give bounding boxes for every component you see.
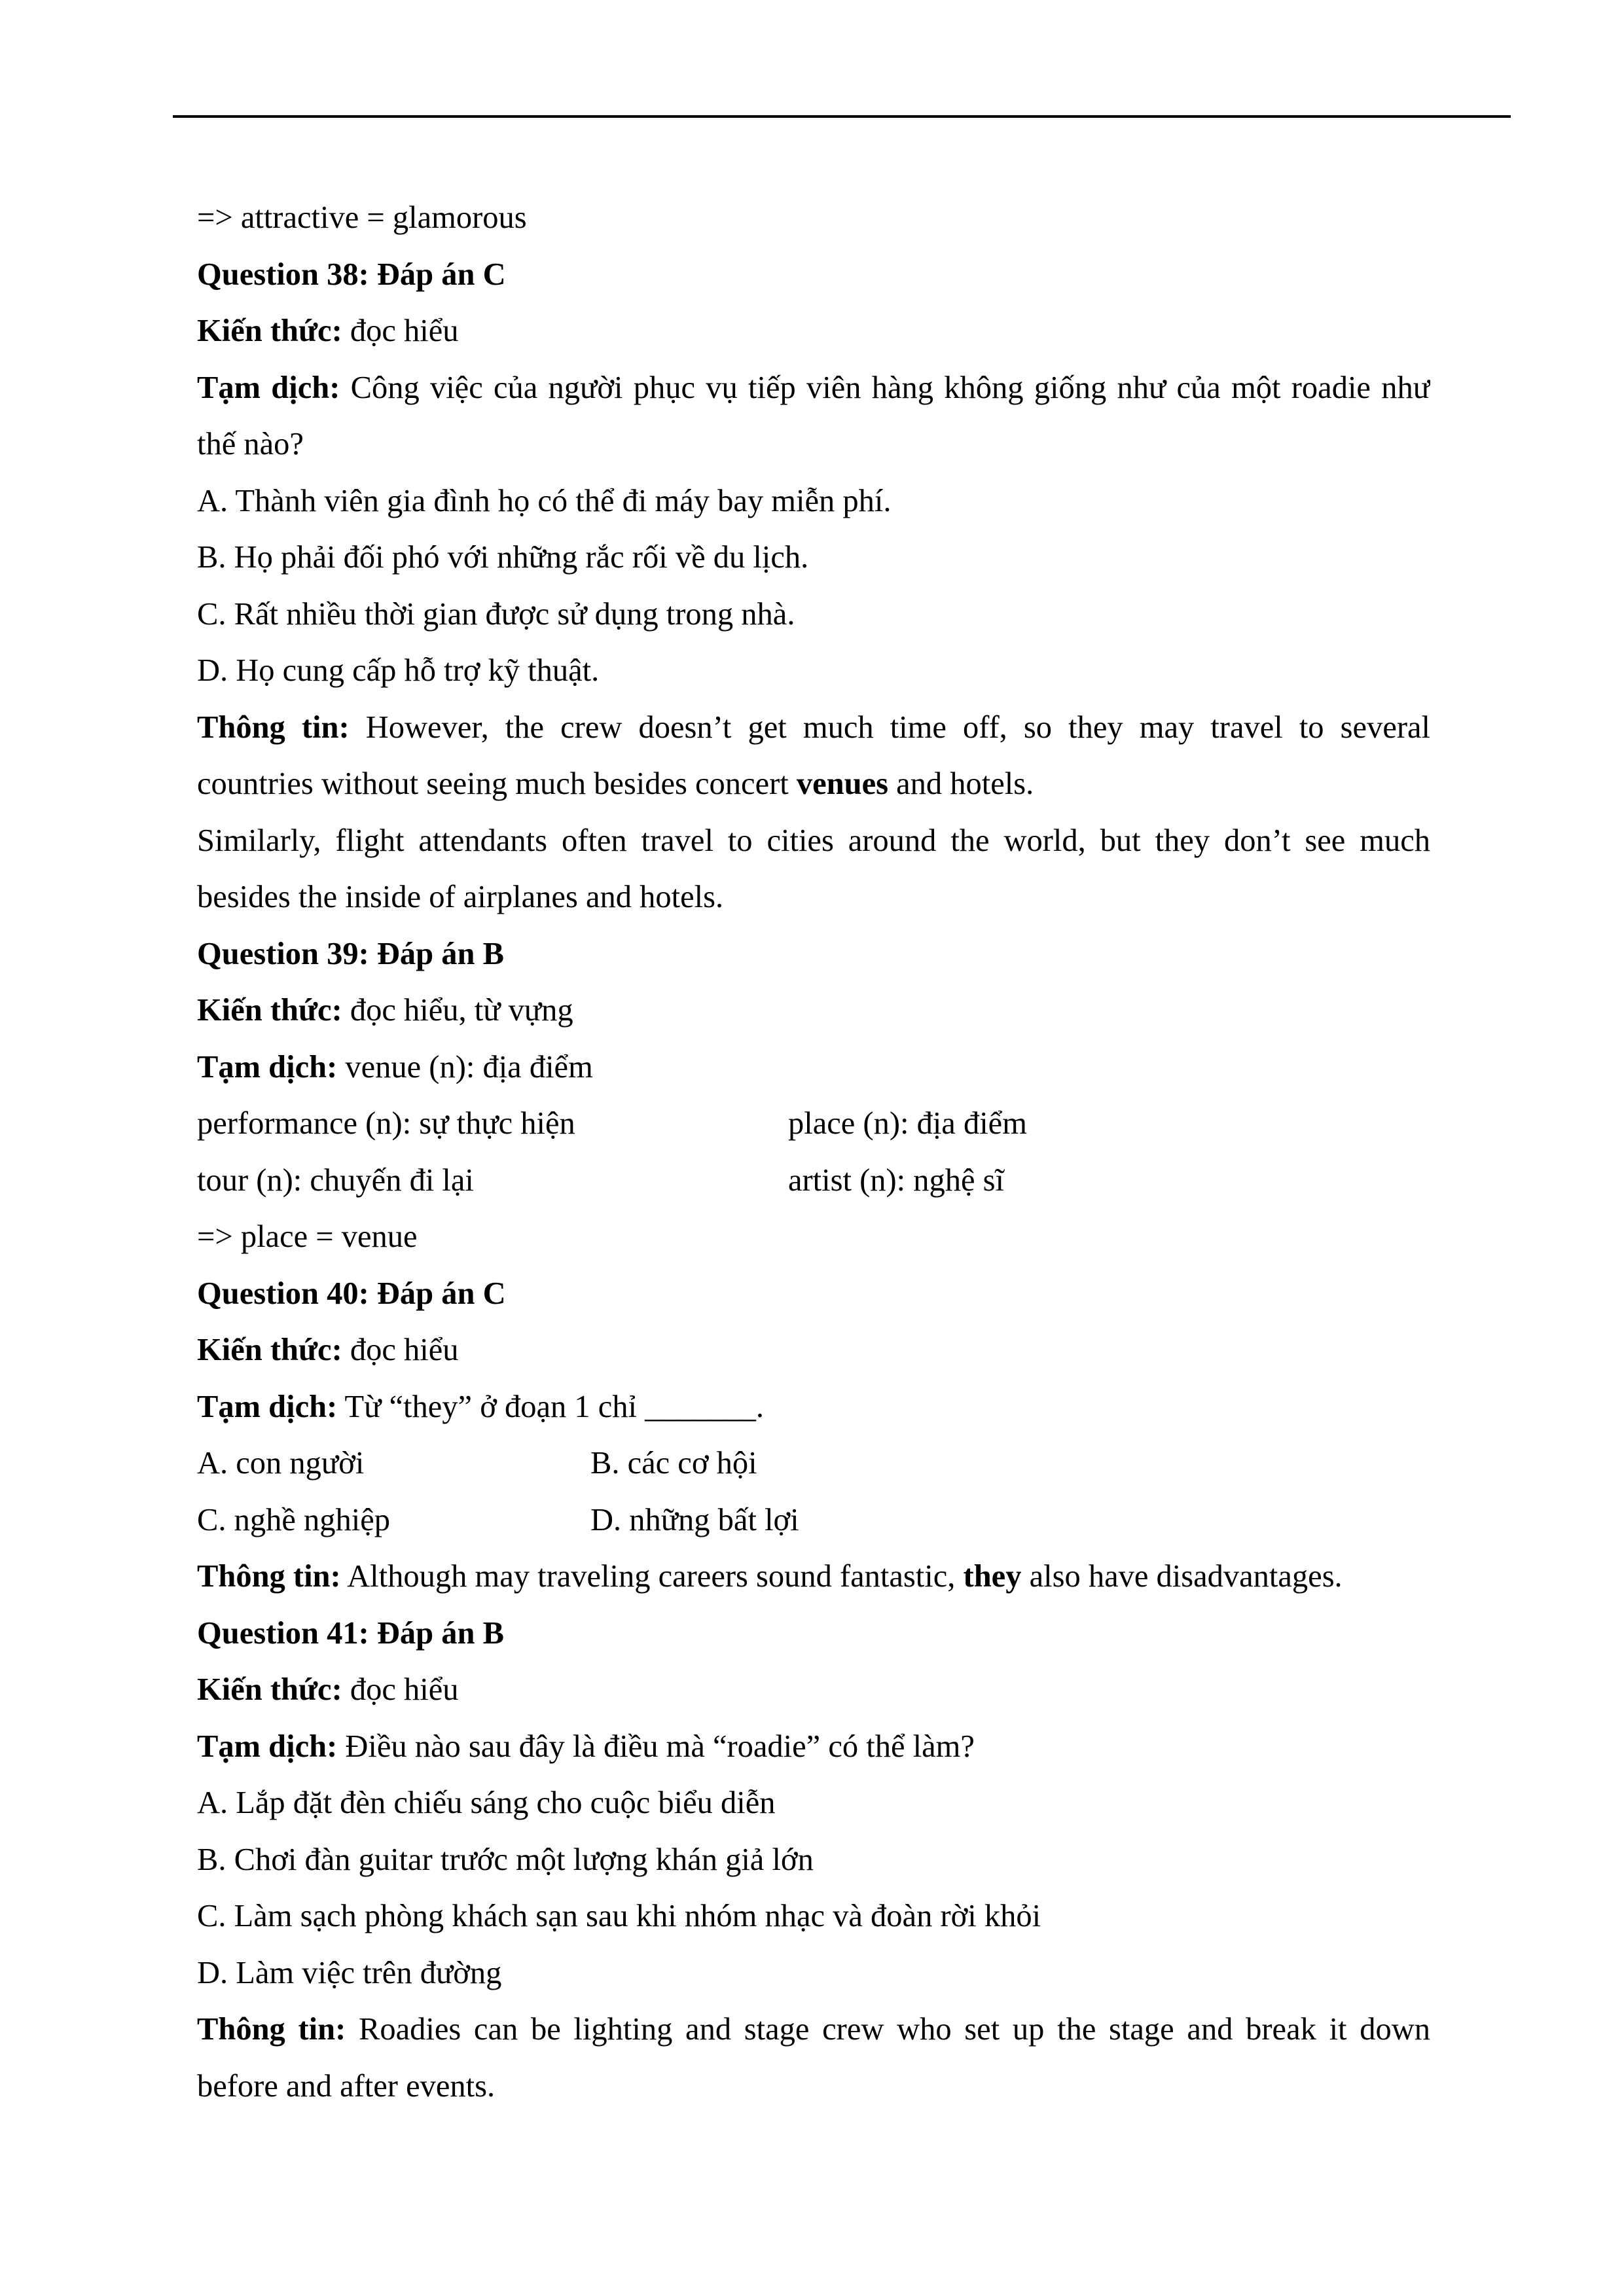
answer-key-body bbox=[197, 190, 1430, 2115]
q40-translation: Tạm dịch: Từ “they” ở đoạn 1 chỉ _______. bbox=[197, 1389, 765, 1424]
q40-options-row bbox=[197, 1435, 1430, 1492]
q41-option-b: B. Chơi đàn guitar trước một lượng khán giả lớn bbox=[197, 1842, 814, 1877]
q40-option-a: A. con người bbox=[197, 1446, 365, 1480]
q38-option-d: D. Họ cung cấp hỗ trợ kỹ thuật. bbox=[197, 653, 600, 688]
q41-info-line1: Thông tin: Roadies can be lighting and stage crew who set up the stage and break it down bbox=[197, 2012, 1430, 2047]
vocab-item: artist (n): nghệ sĩ bbox=[788, 1162, 1005, 1198]
q38-heading: Question 38: Đáp án C bbox=[197, 257, 506, 292]
q41-heading: Question 41: Đáp án B bbox=[197, 1615, 504, 1651]
q40-option-c: C. nghề nghiệp bbox=[197, 1502, 391, 1537]
q40-option-b: B. các cơ hội bbox=[590, 1446, 757, 1480]
q40-knowledge: Kiến thức: đọc hiểu bbox=[197, 1333, 459, 1367]
header-rule bbox=[173, 115, 1511, 118]
q39-vocab-row bbox=[197, 1096, 1430, 1153]
q38-option-c: C. Rất nhiều thời gian được sử dụng trong nhà. bbox=[197, 596, 795, 632]
q38-info-line3: Similarly, flight attendants often travel to cities around the world, but they don’t see much bbox=[197, 823, 1430, 858]
q41-knowledge: Kiến thức: đọc hiểu bbox=[197, 1672, 459, 1707]
q39-vocab-row bbox=[197, 1153, 1430, 1210]
vocab-item: place (n): địa điểm bbox=[788, 1106, 1027, 1141]
q38-option-a: A. Thành viên gia đình họ có thể đi máy bay miễn phí. bbox=[197, 483, 892, 518]
q41-info-line2: before and after events. bbox=[197, 2068, 496, 2104]
vocab-item: performance (n): sự thực hiện bbox=[197, 1106, 575, 1141]
q37-conclusion: => attractive = glamorous bbox=[197, 200, 527, 235]
q39-conclusion: => place = venue bbox=[197, 1219, 418, 1254]
q40-info: Thông tin: Although may traveling careers sound fantastic, they also have disadvantages. bbox=[197, 1559, 1343, 1594]
q38-info-line2: countries without seeing much besides concert venues and hotels. bbox=[197, 766, 1034, 801]
q39-translation: Tạm dịch: venue (n): địa điểm bbox=[197, 1049, 593, 1085]
q38-info-line4: besides the inside of airplanes and hotels. bbox=[197, 880, 724, 914]
q40-options-row bbox=[197, 1492, 1430, 1549]
q41-option-c: C. Làm sạch phòng khách sạn sau khi nhóm nhạc và đoàn rời khỏi bbox=[197, 1899, 1041, 1933]
q41-option-d: D. Làm việc trên đường bbox=[197, 1955, 502, 1990]
q39-heading: Question 39: Đáp án B bbox=[197, 936, 504, 971]
q41-option-a: A. Lắp đặt đèn chiếu sáng cho cuộc biểu diễn bbox=[197, 1785, 776, 1820]
q38-option-b: B. Họ phải đối phó với những rắc rối về du lịch. bbox=[197, 540, 809, 575]
q38-info-line1: Thông tin: However, the crew doesn’t get much time off, so they may travel to several bbox=[197, 709, 1430, 745]
q38-translation-line2: thế nào? bbox=[197, 427, 304, 461]
q38-knowledge: Kiến thức: đọc hiểu bbox=[197, 314, 459, 348]
q40-option-d: D. những bất lợi bbox=[590, 1502, 799, 1537]
q40-heading: Question 40: Đáp án C bbox=[197, 1276, 506, 1311]
q39-knowledge: Kiến thức: đọc hiểu, từ vựng bbox=[197, 993, 573, 1028]
vocab-item: tour (n): chuyến đi lại bbox=[197, 1162, 474, 1198]
q41-translation: Tạm dịch: Điều nào sau đây là điều mà “roadie” có thể làm? bbox=[197, 1729, 975, 1764]
q38-translation-line1: Tạm dịch: Công việc của người phục vụ tiếp viên hàng không giống như của một roadie như bbox=[197, 370, 1430, 405]
